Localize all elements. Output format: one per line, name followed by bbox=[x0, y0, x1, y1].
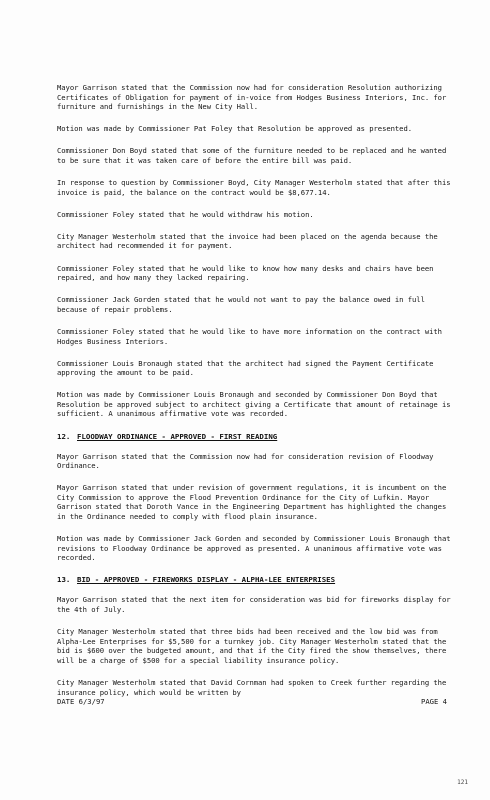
corner-mark: 121 bbox=[457, 779, 468, 786]
paragraph: Mayor Garrison stated that under revision of government regulations, it is incumbent on the City Commission to approve the Flood Prevention Ordinance for the City of Lufkin. Mayor Garrison stated that Doroth Vance in the Engineering Department has highlighted the changes in the Ordinance needed to comply with flood plain insurance. bbox=[57, 483, 447, 522]
item-13-heading bbox=[57, 575, 457, 585]
paragraph: Mayor Garrison stated that the next item for consideration was bid for fireworks display for the 4th of July. bbox=[57, 595, 451, 614]
paragraph: City Manager Westerholm stated that the invoice had been placed on the agenda because the architect had recommended it for payment. bbox=[57, 231, 438, 251]
item-title: BID - APPROVED - FIREWORKS DISPLAY - ALPHA-LEE ENTERPRISES bbox=[77, 575, 336, 585]
footer-page-number: PAGE 4 bbox=[421, 697, 447, 706]
paragraph: Mayor Garrison stated that the Commission now had for consideration Resolution authorizing Certificates of Obligation for payment of in-voice from Hodges Business Interiors, Inc. for furniture and furnishings in the New City Hall. bbox=[57, 83, 447, 112]
paragraph: Commissioner Foley stated that he would withdraw his motion. bbox=[57, 209, 314, 219]
paragraph: Motion was made by Commissioner Pat Foley that Resolution be approved as presented. bbox=[57, 124, 413, 134]
paragraph: Motion was made by Commissioner Jack Gorden and seconded by Commissioner Louis Bronaugh that revisions to Floodway Ordinance be approved as presented. A unanimous affirmative vote was recorded. bbox=[57, 534, 451, 563]
paragraph: Commissioner Louis Bronaugh stated that the architect had signed the Payment Certificate approving the amount to be paid. bbox=[57, 358, 434, 378]
paragraph: City Manager Westerholm stated that David Cornman had spoken to Creek further regarding the insurance policy, which would be written by bbox=[57, 677, 447, 697]
paragraph: In response to question by Commissioner Boyd, City Manager Westerholm stated that after this invoice is paid, the balance on the contract would be $8,677.14. bbox=[57, 178, 451, 197]
paragraph: Commissioner Foley stated that he would like to have more information on the contract with Hodges Business Interiors. bbox=[57, 326, 442, 346]
paragraph: Motion was made by Commissioner Louis Bronaugh and seconded by Commissioner Don Boyd that Resolution be approved subject to architect giving a Certificate that amount of retainage is sufficient. A unanimous affirmative vote was recorded. bbox=[57, 390, 451, 419]
page-footer bbox=[57, 697, 457, 706]
item-number: 13. bbox=[57, 575, 71, 585]
item-12-heading bbox=[57, 432, 457, 442]
paragraph: Commissioner Foley stated that he would like to know how many desks and chairs have been repaired, and how many they lacked repairing. bbox=[57, 263, 434, 283]
paragraph: City Manager Westerholm stated that three bids had been received and the low bid was from Alpha-Lee Enterprises for $5,500 for a turnkey job. City Manager Westerholm stated that the bid is $600 over the budgeted amount, and that if the City fired the show themselves, there will be a charge of $500 for a special liability insurance policy. bbox=[57, 627, 447, 665]
minutes-body bbox=[57, 83, 457, 710]
paragraph: Commissioner Don Boyd stated that some of the furniture needed to be replaced and he wanted to be sure that it was taken care of before the entire bill was paid. bbox=[57, 146, 447, 165]
item-title: FLOODWAY ORDINANCE - APPROVED - FIRST READING bbox=[77, 431, 278, 441]
item-number: 12. bbox=[57, 431, 71, 441]
paragraph: Mayor Garrison stated that the Commission now had for consideration revision of Floodway Ordinance. bbox=[57, 451, 434, 471]
paragraph: Commissioner Jack Gorden stated that he would not want to pay the balance owed in full because of repair problems. bbox=[57, 295, 425, 314]
footer-date: DATE 6/3/97 bbox=[57, 697, 105, 706]
